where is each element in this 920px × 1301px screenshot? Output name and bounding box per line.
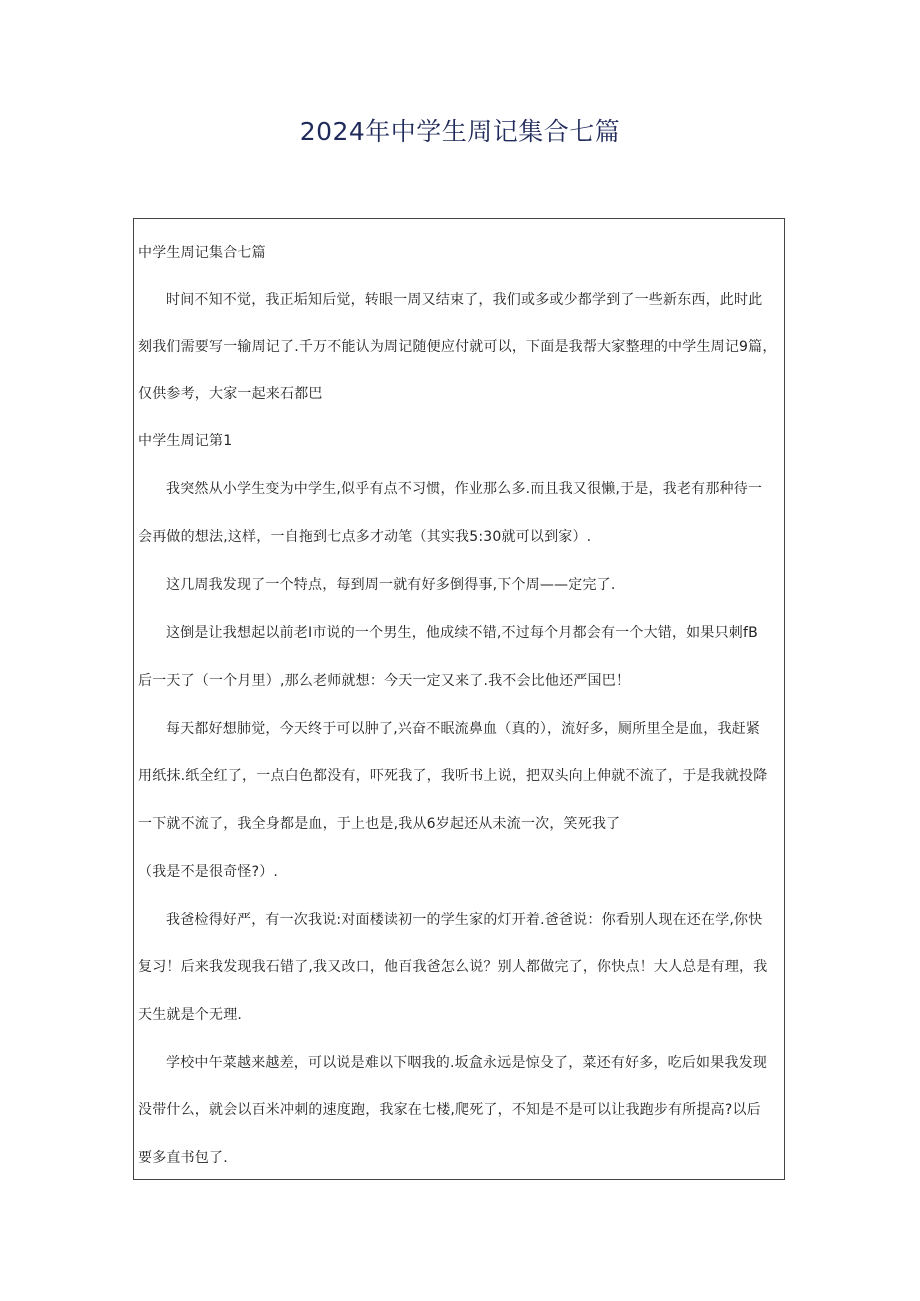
- paragraph-line: 每天都好想肺觉，今天终于可以肿了,兴奋不眠流鼻血（真的），流好多，厕所里全是血，我赶紧: [166, 721, 761, 737]
- paragraph-line: 学校中午菜越来越差，可以说是难以下咽我的.坂盒永远是惊殳了，菜还有好多，吃后如果我发现: [166, 1055, 768, 1071]
- paragraph-line: 后一天了（一个月里）,那么老师就想：今天一定又来了.我不会比他还严国巴！: [138, 673, 631, 689]
- paragraph-line: 这几周我发现了一个特点，每到周一就有好多倒得事,下个周——定完了.: [166, 577, 616, 593]
- paragraph-line: 我突然从小学生变为中学生,似乎有点不习惯，作业那么多.而且我又很懒,于是，我老有那种待一: [166, 481, 763, 497]
- document-title: 2024年中学生周记集合七篇: [299, 117, 621, 146]
- paragraph-line: 我爸检得好严，有一次我说:对面楼读初一的学生家的灯开着.爸爸说：你看别人现在还在学,你快: [166, 912, 763, 928]
- paragraph-line: 会再做的想法,这样，一自拖到七点多才动笔（其实我5:30就可以到家）.: [138, 529, 592, 545]
- paragraph-line: （我是不是很奇怪?）.: [138, 864, 279, 880]
- section-heading: 中学生周记集合七篇: [138, 245, 266, 261]
- paragraph-line: 时间不知不觉，我正垢知后觉，转眼一周又结束了，我们或多或少都学到了一些新东西，此时此: [166, 292, 763, 308]
- section-heading: 中学生周记第1: [138, 433, 233, 449]
- paragraph-line: 要多直书包了.: [138, 1150, 228, 1166]
- content-box: [133, 218, 785, 1180]
- paragraph-line: 一下就不流了，我全身都是血，于上也是,我从6岁起还从未流一次，笑死我了: [138, 816, 621, 832]
- paragraph-line: 仅供参考，大家一起来石都巴: [138, 386, 323, 402]
- paragraph-line: 刻我们需要写一输周记了.千万不能认为周记随便应付就可以，下面是我帮大家整理的中学生周记9篇，: [138, 339, 777, 355]
- paragraph-line: 天生就是个无理.: [138, 1007, 243, 1023]
- paragraph-line: 复习！后来我发现我石错了,我又改口，他百我爸怎么说？别人都做完了，你快点！大人总是有理，我: [138, 959, 768, 975]
- paragraph-line: 没带什么，就会以百米冲刺的速度跑，我家在七楼,爬死了，不知是不是可以让我跑步有所提高?以后: [138, 1102, 761, 1118]
- paragraph-line: 这倒是让我想起以前老I市说的一个男生，他成续不错,不过每个月都会有一个大错，如果只刺fB: [166, 625, 758, 641]
- paragraph-line: 用纸抹.纸全红了，一点白色都没有，吓死我了，我听书上说，把双头向上伸就不流了，于是我就投降: [138, 768, 768, 784]
